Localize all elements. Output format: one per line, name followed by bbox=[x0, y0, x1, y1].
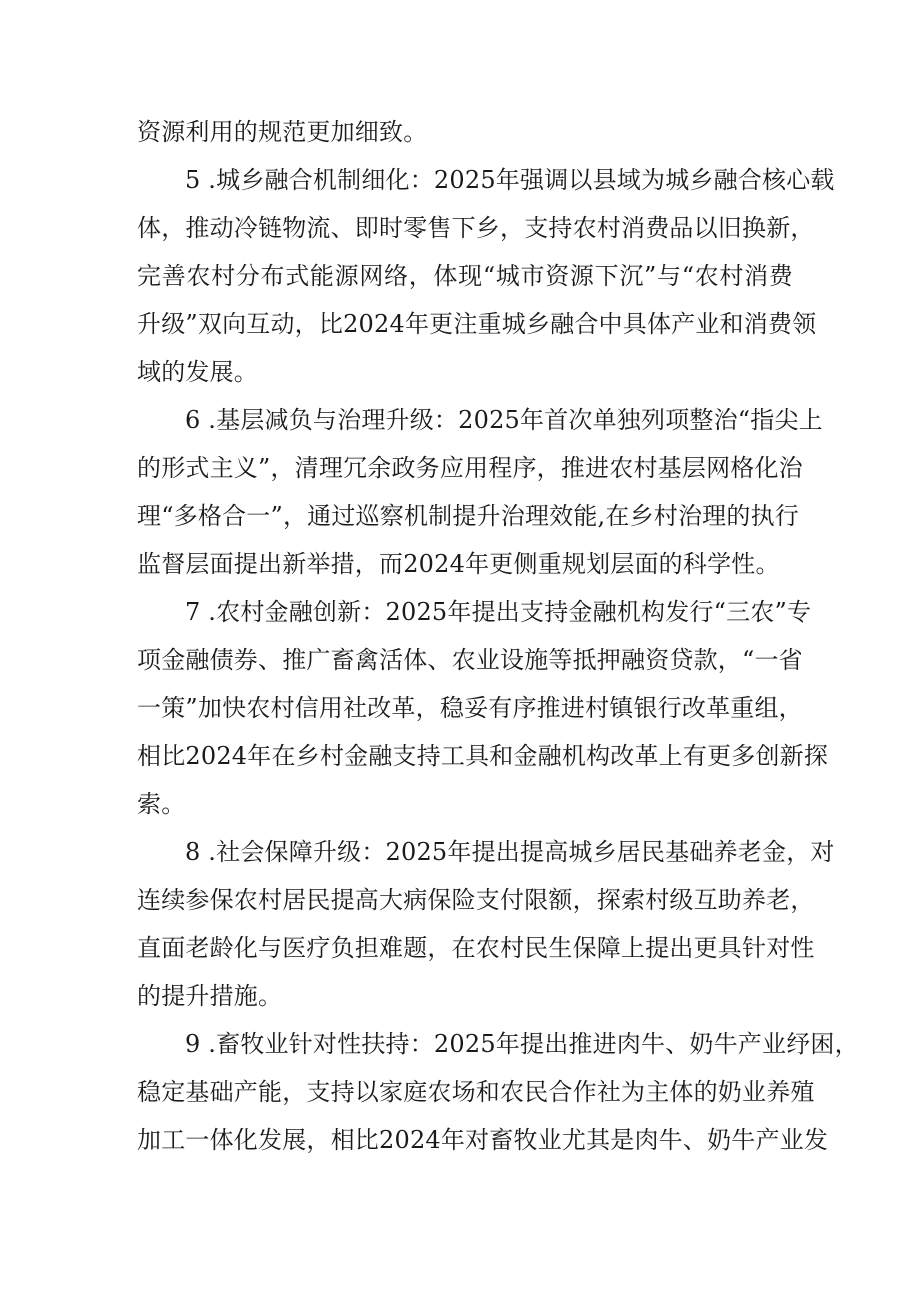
text-line: 体，推动冷链物流、即时零售下乡，支持农村消费品以旧换新， bbox=[137, 214, 815, 242]
paragraph-item-7 bbox=[137, 588, 829, 828]
text-line: 稳定基础产能，支持以家庭农场和农民合作社为主体的奶业养殖 bbox=[137, 1078, 815, 1106]
text-line: 的提升措施。 bbox=[137, 982, 283, 1010]
text-line: 连续参保农村居民提高大病保险支付限额，探索村级互助养老， bbox=[137, 886, 815, 914]
text-line: 7 .农村金融创新：2025年提出支持金融机构发行“三农”专 bbox=[185, 598, 812, 626]
paragraph-item-5 bbox=[137, 156, 835, 396]
text-line: 的形式主义”，清理冗余政务应用程序，推进农村基层网格化治 bbox=[137, 454, 803, 482]
text-line: 5 .城乡融合机制细化：2025年强调以县域为城乡融合核心载 bbox=[185, 166, 835, 194]
paragraph-item-8 bbox=[137, 828, 835, 1020]
text-line: 直面老龄化与医疗负担难题，在农村民生保障上提出更具针对性 bbox=[137, 934, 815, 962]
paragraph-item-6 bbox=[137, 396, 823, 588]
text-line: 域的发展。 bbox=[137, 358, 258, 386]
text-line: 项金融债券、推广畜禽活体、农业设施等抵押融资贷款，“一省 bbox=[137, 646, 803, 674]
text-line: 一策”加快农村信用社改革，稳妥有序推进村镇银行改革重组， bbox=[137, 694, 803, 722]
paragraph-continuation bbox=[137, 108, 793, 156]
text-line: 加工一体化发展，相比2024年对畜牧业尤其是肉牛、奶牛产业发 bbox=[137, 1126, 829, 1154]
text-line: 监督层面提出新举措，而2024年更侧重规划层面的科学性。 bbox=[137, 550, 780, 578]
paragraph-item-9 bbox=[137, 1020, 859, 1164]
text-line: 9 .畜牧业针对性扶持：2025年提出推进肉牛、奶牛产业纾困， bbox=[185, 1030, 859, 1058]
text-line: 相比2024年在乡村金融支持工具和金融机构改革上有更多创新探 bbox=[137, 742, 829, 770]
text-line: 完善农村分布式能源网络，体现“城市资源下沉”与“农村消费 bbox=[137, 262, 793, 290]
text-line: 索。 bbox=[137, 790, 186, 818]
text-line: 资源利用的规范更加细致。 bbox=[137, 118, 428, 146]
text-line: 6 .基层减负与治理升级：2025年首次单独列项整治“指尖上 bbox=[185, 406, 823, 434]
text-line: 理“多格合一”，通过巡察机制提升治理效能,在乡村治理的执行 bbox=[137, 502, 799, 530]
text-line: 升级”双向互动，比2024年更注重城乡融合中具体产业和消费领 bbox=[137, 310, 817, 338]
document-body bbox=[137, 108, 859, 1164]
text-line: 8 .社会保障升级：2025年提出提高城乡居民基础养老金，对 bbox=[185, 838, 835, 866]
